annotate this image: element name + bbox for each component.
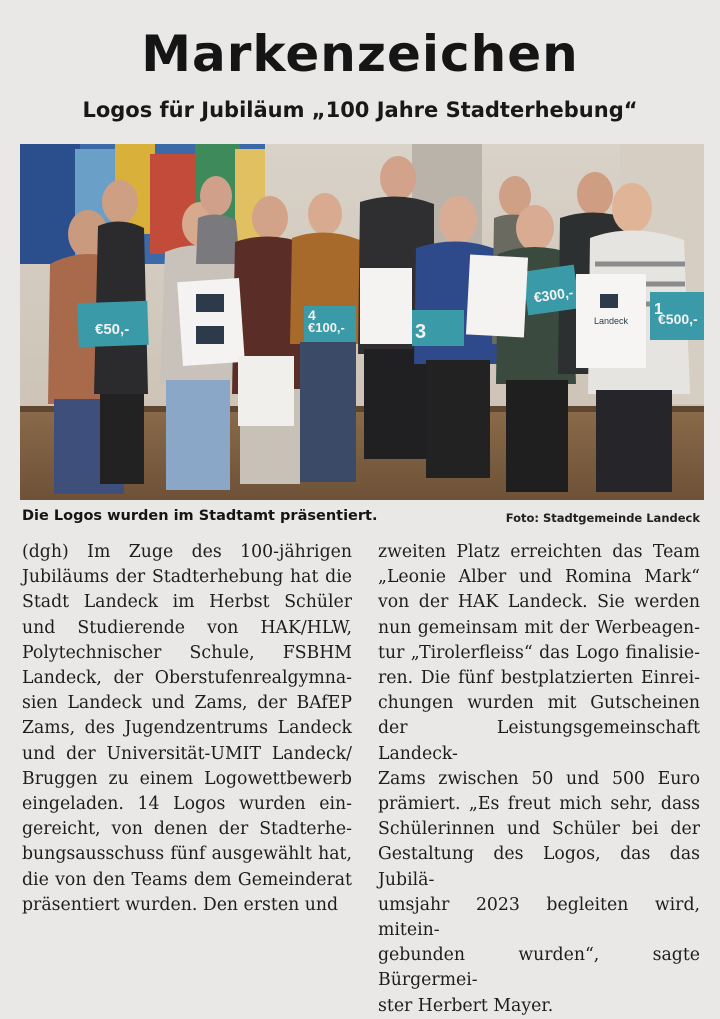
article-line: eingeladen. 14 Logos wurden ein- (22, 794, 352, 815)
article-line: Schülerinnen und Schüler bei der (378, 819, 700, 840)
article-line: gebunden wurden“, sagte Bürgermei- (378, 945, 700, 991)
article-line: der Leistungsgemeinschaft Landeck- (378, 718, 700, 764)
article-line: ster Herbert Mayer. (378, 995, 554, 1016)
article-line: Bruggen zu einem Logowettbewerb (22, 768, 352, 789)
article-line: zweiten Platz erreichten das Team (378, 542, 700, 562)
article-column-right (378, 540, 700, 1019)
article-line: sien Landeck und Zams, der BAfEP (22, 693, 352, 714)
article-line: Zams zwischen 50 und 500 Euro (378, 768, 700, 789)
article-line: chungen wurden mit Gutscheinen (378, 693, 700, 714)
article-line: Stadt Landeck im Herbst Schüler (22, 592, 352, 613)
photo-credit: Foto: Stadtgemeinde Landeck (505, 511, 700, 525)
voucher-value-300: €300,- (532, 284, 575, 306)
card-number-3: 3 (415, 321, 427, 343)
subheadline: Logos für Jubiläum „100 Jahre Stadterhebung“ (82, 98, 638, 122)
article-line: (dgh) Im Zuge des 100-jährigen (22, 542, 352, 562)
voucher-value-100: €100,- (308, 320, 345, 335)
article-line: „Leonie Alber und Romina Mark“ (378, 567, 700, 588)
article-line: Jubiläums der Stadterhebung hat die (22, 567, 352, 588)
article-line: von der HAK Landeck. Sie werden (378, 592, 700, 613)
card-number-4: 4 (308, 307, 316, 323)
article-line: und der Universität-UMIT Landeck/ (22, 743, 352, 764)
article-column-left (22, 540, 352, 918)
photo-caption: Die Logos wurden im Stadtamt präsentiert. (22, 508, 378, 524)
article-line: bungsausschuss fünf ausgewählt hat, (22, 844, 352, 865)
article-line: tur „Tirolerfleiss“ das Logo finalisie- (378, 642, 700, 663)
headline: Markenzeichen (141, 25, 579, 83)
article-line: die von den Teams dem Gemeinderat (22, 869, 352, 890)
card-number-1: 1 (654, 301, 663, 318)
article-line: Polytechnischer Schule, FSBHM (22, 642, 352, 663)
article-line: gereicht, von denen der Stadterhe- (22, 819, 352, 840)
group-photo (20, 144, 704, 500)
article-line: prämiert. „Es freut mich sehr, dass (378, 794, 700, 815)
article-line: Zams, des Jugendzentrums Landeck (22, 718, 352, 739)
logo-card-text: Landeck (594, 316, 629, 326)
article-line: Landeck, der Oberstufenrealgymna- (22, 668, 352, 689)
voucher-value-50: €50,- (95, 321, 130, 338)
voucher-value-500: €500,- (658, 311, 698, 327)
article-line: und Studierende von HAK/HLW, (22, 617, 352, 638)
article-line: nun gemeinsam mit der Werbeagen- (378, 617, 700, 638)
article-line: Gestaltung des Logos, das das Jubilä- (378, 844, 700, 890)
article-line: präsentiert wurden. Den ersten und (22, 894, 339, 915)
article-line: umsjahr 2023 begleiten wird, mitein- (378, 894, 700, 941)
article-line: ren. Die fünf bestplatzierten Einrei- (378, 668, 700, 689)
